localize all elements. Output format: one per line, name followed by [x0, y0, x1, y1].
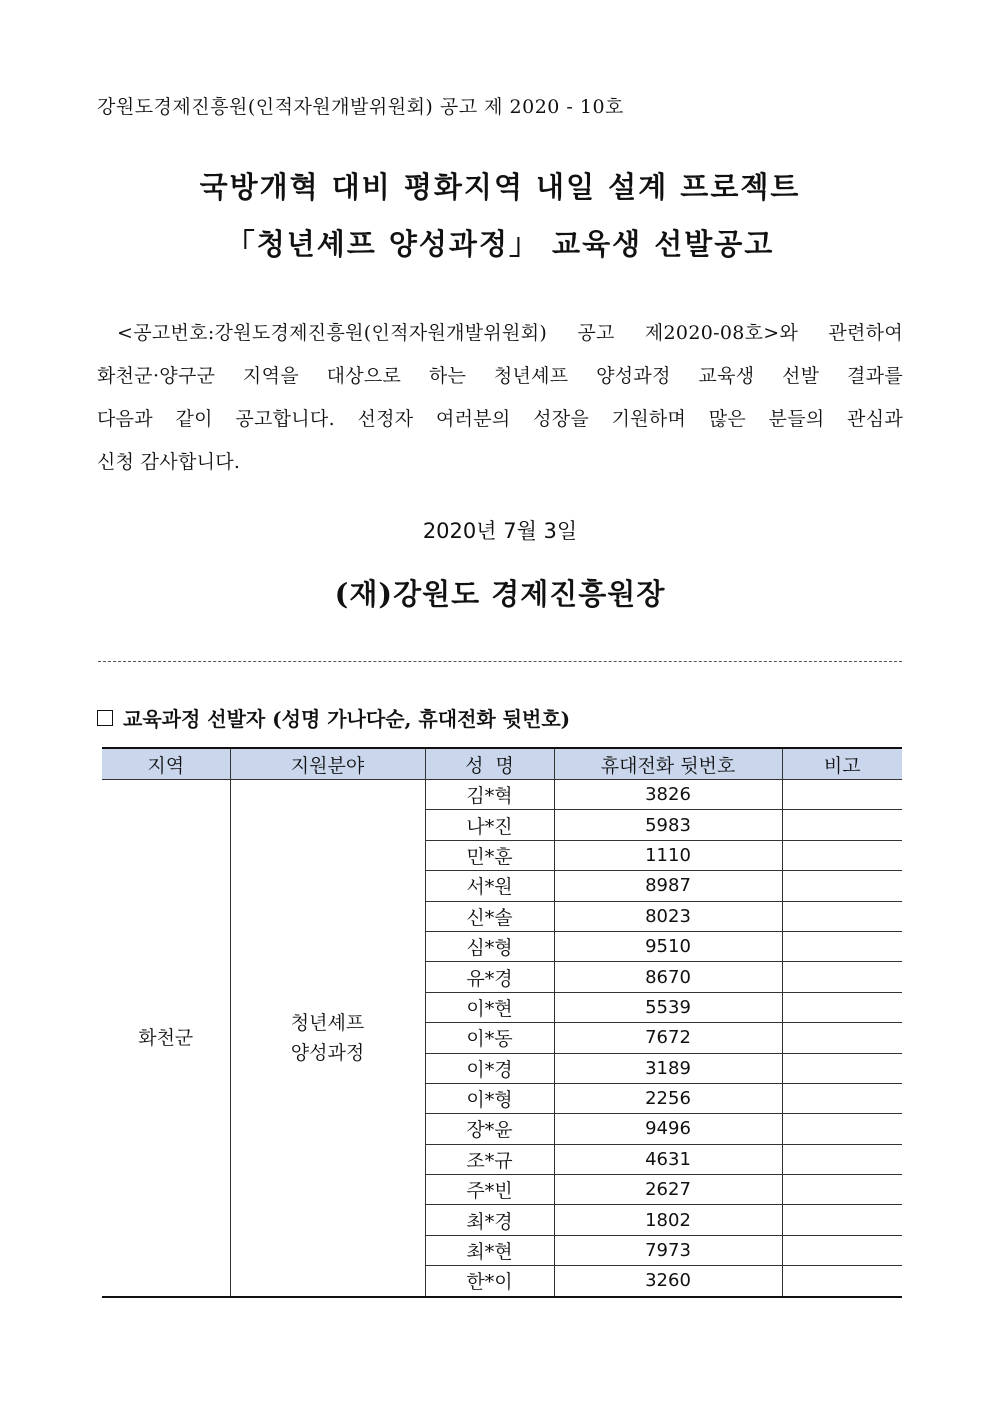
note-cell — [782, 1144, 902, 1174]
note-cell — [782, 1083, 902, 1113]
table-body — [102, 780, 902, 1297]
section-heading-text: 교육과정 선발자 (성명 가나다순, 휴대전화 뒷번호) — [123, 707, 571, 731]
region-cell: 화천군 — [102, 780, 230, 1297]
phone-cell: 8987 — [554, 871, 782, 901]
note-cell — [782, 871, 902, 901]
issuer-name: (재)강원도 경제진흥원장 — [334, 577, 666, 611]
phone-cell: 9510 — [554, 931, 782, 961]
name-cell: 서*원 — [425, 871, 554, 901]
phone-cell: 8023 — [554, 901, 782, 931]
phone-cell: 3260 — [554, 1266, 782, 1297]
name-cell: 장*윤 — [425, 1114, 554, 1144]
title-line-1: 국방개혁 대비 평화지역 내일 설계 프로젝트 — [199, 170, 801, 204]
note-cell — [782, 810, 902, 840]
announcement-date: 2020년 7월 3일 — [422, 519, 578, 543]
field-cell-line-2: 양성과정 — [290, 1041, 365, 1064]
header-note: 비고 — [782, 748, 902, 780]
checkbox-icon — [97, 710, 113, 726]
dashed-divider — [98, 661, 902, 662]
header-name: 성 명 — [425, 748, 554, 780]
header-phone: 휴대전화 뒷번호 — [554, 748, 782, 780]
note-cell — [782, 931, 902, 961]
field-cell — [230, 780, 425, 1297]
phone-cell: 5983 — [554, 810, 782, 840]
notice-number: 강원도경제진흥원(인적자원개발위원회) 공고 제 2020 - 10호 — [97, 96, 624, 118]
table-row — [102, 780, 902, 810]
announcement-body — [97, 312, 903, 484]
section-heading — [97, 703, 570, 732]
name-cell: 주*빈 — [425, 1175, 554, 1205]
note-cell — [782, 1175, 902, 1205]
phone-cell: 4631 — [554, 1144, 782, 1174]
note-cell — [782, 962, 902, 992]
body-line-2: 화천군·양구군 지역을 대상으로 하는 청년셰프 양성과정 교육생 선발 결과를 — [97, 365, 903, 387]
note-cell — [782, 1023, 902, 1053]
phone-cell: 5539 — [554, 992, 782, 1022]
phone-cell: 7672 — [554, 1023, 782, 1053]
name-cell: 신*솔 — [425, 901, 554, 931]
phone-cell: 2256 — [554, 1083, 782, 1113]
name-cell: 이*형 — [425, 1083, 554, 1113]
phone-cell: 3189 — [554, 1053, 782, 1083]
phone-cell: 7973 — [554, 1235, 782, 1265]
phone-cell: 1110 — [554, 840, 782, 870]
note-cell — [782, 1114, 902, 1144]
note-cell — [782, 992, 902, 1022]
field-cell-line-1: 청년셰프 — [290, 1011, 365, 1034]
name-cell: 최*경 — [425, 1205, 554, 1235]
name-cell: 조*규 — [425, 1144, 554, 1174]
body-line-1: <공고번호:강원도경제진흥원(인적자원개발위원회) 공고 제2020-08호>와 관련하여 — [117, 322, 903, 344]
name-cell: 최*현 — [425, 1235, 554, 1265]
header-region: 지역 — [102, 748, 230, 780]
note-cell — [782, 1053, 902, 1083]
note-cell — [782, 901, 902, 931]
header-field: 지원분야 — [230, 748, 425, 780]
name-cell: 나*진 — [425, 810, 554, 840]
selection-table — [102, 747, 902, 1298]
phone-cell: 1802 — [554, 1205, 782, 1235]
name-cell: 이*동 — [425, 1023, 554, 1053]
name-cell: 민*훈 — [425, 840, 554, 870]
title-line-2: 「청년셰프 양성과정」 교육생 선발공고 — [225, 227, 775, 261]
note-cell — [782, 1266, 902, 1297]
name-cell: 유*경 — [425, 962, 554, 992]
name-cell: 이*현 — [425, 992, 554, 1022]
phone-cell: 2627 — [554, 1175, 782, 1205]
name-cell: 이*경 — [425, 1053, 554, 1083]
name-cell: 김*혁 — [425, 780, 554, 810]
note-cell — [782, 840, 902, 870]
table-header-row — [102, 748, 902, 780]
phone-cell: 8670 — [554, 962, 782, 992]
body-line-4: 신청 감사합니다. — [97, 451, 241, 473]
name-cell: 한*이 — [425, 1266, 554, 1297]
name-cell: 심*형 — [425, 931, 554, 961]
phone-cell: 3826 — [554, 780, 782, 810]
body-line-3: 다음과 같이 공고합니다. 선정자 여러분의 성장을 기원하며 많은 분들의 관심과 — [97, 408, 903, 430]
note-cell — [782, 780, 902, 810]
note-cell — [782, 1205, 902, 1235]
phone-cell: 9496 — [554, 1114, 782, 1144]
note-cell — [782, 1235, 902, 1265]
